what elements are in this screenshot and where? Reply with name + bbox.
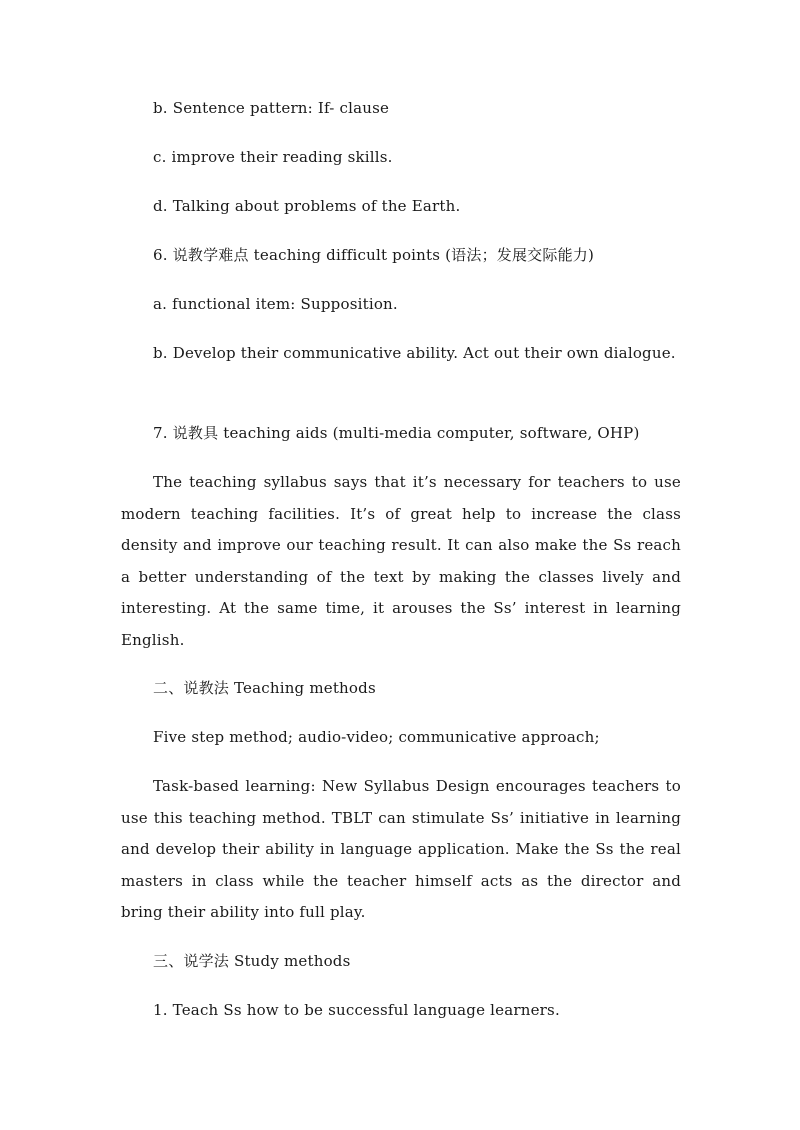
functional-item: a. functional item: Supposition. (153, 295, 398, 313)
reading-skills-item: c. improve their reading skills. (153, 148, 393, 166)
teaching-methods-heading: 二、说教法 Teaching methods (153, 679, 376, 697)
five-step-method-line: Five step method; audio-video; communicative approach; (153, 728, 600, 746)
syllabus-paragraph: The teaching syllabus says that it’s necessary for teachers to use modern teaching facilities. It’s of great help to increase the class density and improve our teaching result. It can also make the Ss reach a better understanding of the text by making the classes lively and interesting. At the same time, it arouses the Ss’ interest in learning English. (121, 473, 681, 649)
communicative-ability-item: b. Develop their communicative ability. Act out their own dialogue. (153, 344, 676, 362)
study-methods-heading: 三、说学法 Study methods (153, 952, 351, 970)
successful-learners-item: 1. Teach Ss how to be successful language learners. (153, 1001, 560, 1019)
sentence-pattern-item: b. Sentence pattern: If- clause (153, 99, 390, 117)
task-based-paragraph: Task-based learning: New Syllabus Design encourages teachers to use this teaching method. TBLT can stimulate Ss’ initiative in learning and develop their ability in language application. Make the Ss the real masters in class while the teacher himself acts as the director and bring their ability into full play. (121, 777, 681, 921)
teaching-aids-heading: 7. 说教具 teaching aids (multi-media computer, software, OHP) (153, 424, 640, 442)
difficult-points-heading: 6. 说教学难点 teaching difficult points (语法；发展交际能力) (153, 246, 595, 264)
earth-problems-item: d. Talking about problems of the Earth. (153, 197, 461, 215)
